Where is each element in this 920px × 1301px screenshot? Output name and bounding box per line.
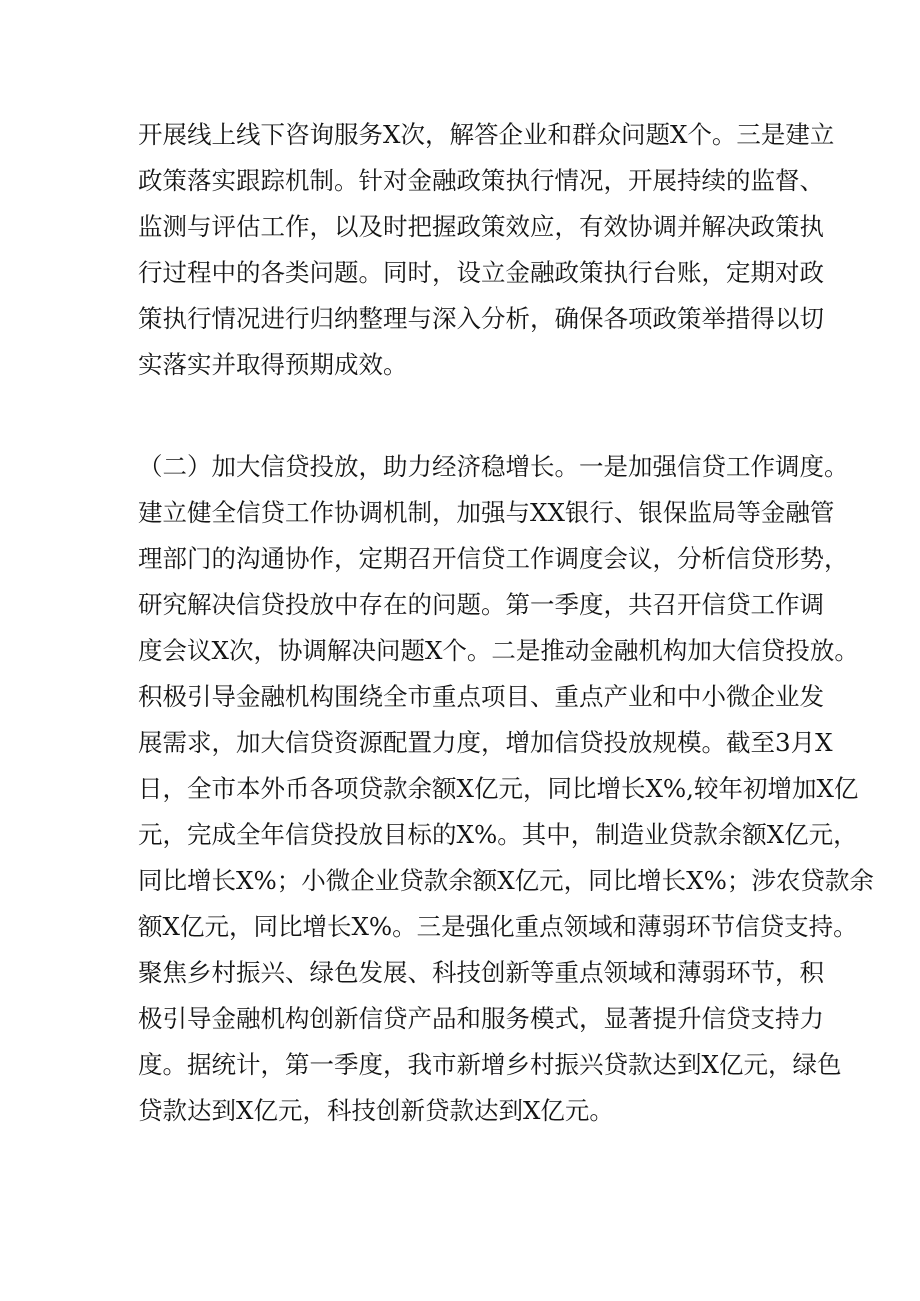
text-line: 建立健全信贷工作协调机制，加强与XX银行、银保监局等金融管 [138, 498, 835, 527]
text-line: 政策落实跟踪机制。针对金融政策执行情况，开展持续的监督、 [138, 166, 824, 195]
text-line: 聚焦乡村振兴、绿色发展、科技创新等重点领域和薄弱环节，积 [138, 958, 824, 987]
text-line: 研究解决信贷投放中存在的问题。第一季度，共召开信贷工作调 [138, 590, 824, 619]
text-line: 日，全市本外币各项贷款余额X亿元，同比增长X%,较年初增加X亿 [138, 774, 859, 803]
text-line: 度。据统计，第一季度，我市新增乡村振兴贷款达到X亿元，绿色 [138, 1050, 842, 1079]
text-line: 展需求，加大信贷资源配置力度，增加信贷投放规模。截至3月X [138, 728, 833, 757]
text-line: 策执行情况进行归纳整理与深入分析，确保各项政策举措得以切 [138, 304, 824, 333]
text-line: 理部门的沟通协作，定期召开信贷工作调度会议，分析信贷形势， [138, 544, 849, 573]
text-line: 元，完成全年信贷投放目标的X%。其中，制造业贷款余额X亿元， [138, 820, 858, 849]
text-line: 开展线上线下咨询服务X次，解答企业和群众问题X个。三是建立 [138, 120, 835, 149]
text-line: 行过程中的各类问题。同时，设立金融政策执行台账，定期对政 [138, 258, 824, 287]
text-line: 极引导金融机构创新信贷产品和服务模式，显著提升信贷支持力 [138, 1004, 824, 1033]
text-line: 积极引导金融机构围绕全市重点项目、重点产业和中小微企业发 [138, 682, 824, 711]
text-line: （二）加大信贷投放，助力经济稳增长。一是加强信贷工作调度。 [138, 452, 849, 481]
text-line: 额X亿元，同比增长X%。三是强化重点领域和薄弱环节信贷支持。 [138, 912, 858, 941]
text-line: 度会议X次，协调解决问题X个。二是推动金融机构加大信贷投放。 [138, 636, 859, 665]
text-line: 实落实并取得预期成效。 [138, 350, 408, 379]
text-line: 同比增长X%；小微企业贷款余额X亿元，同比增长X%；涉农贷款余 [138, 866, 874, 895]
text-line: 贷款达到X亿元，科技创新贷款达到X亿元。 [138, 1096, 614, 1125]
text-line: 监测与评估工作，以及时把握政策效应，有效协调并解决政策执 [138, 212, 824, 241]
